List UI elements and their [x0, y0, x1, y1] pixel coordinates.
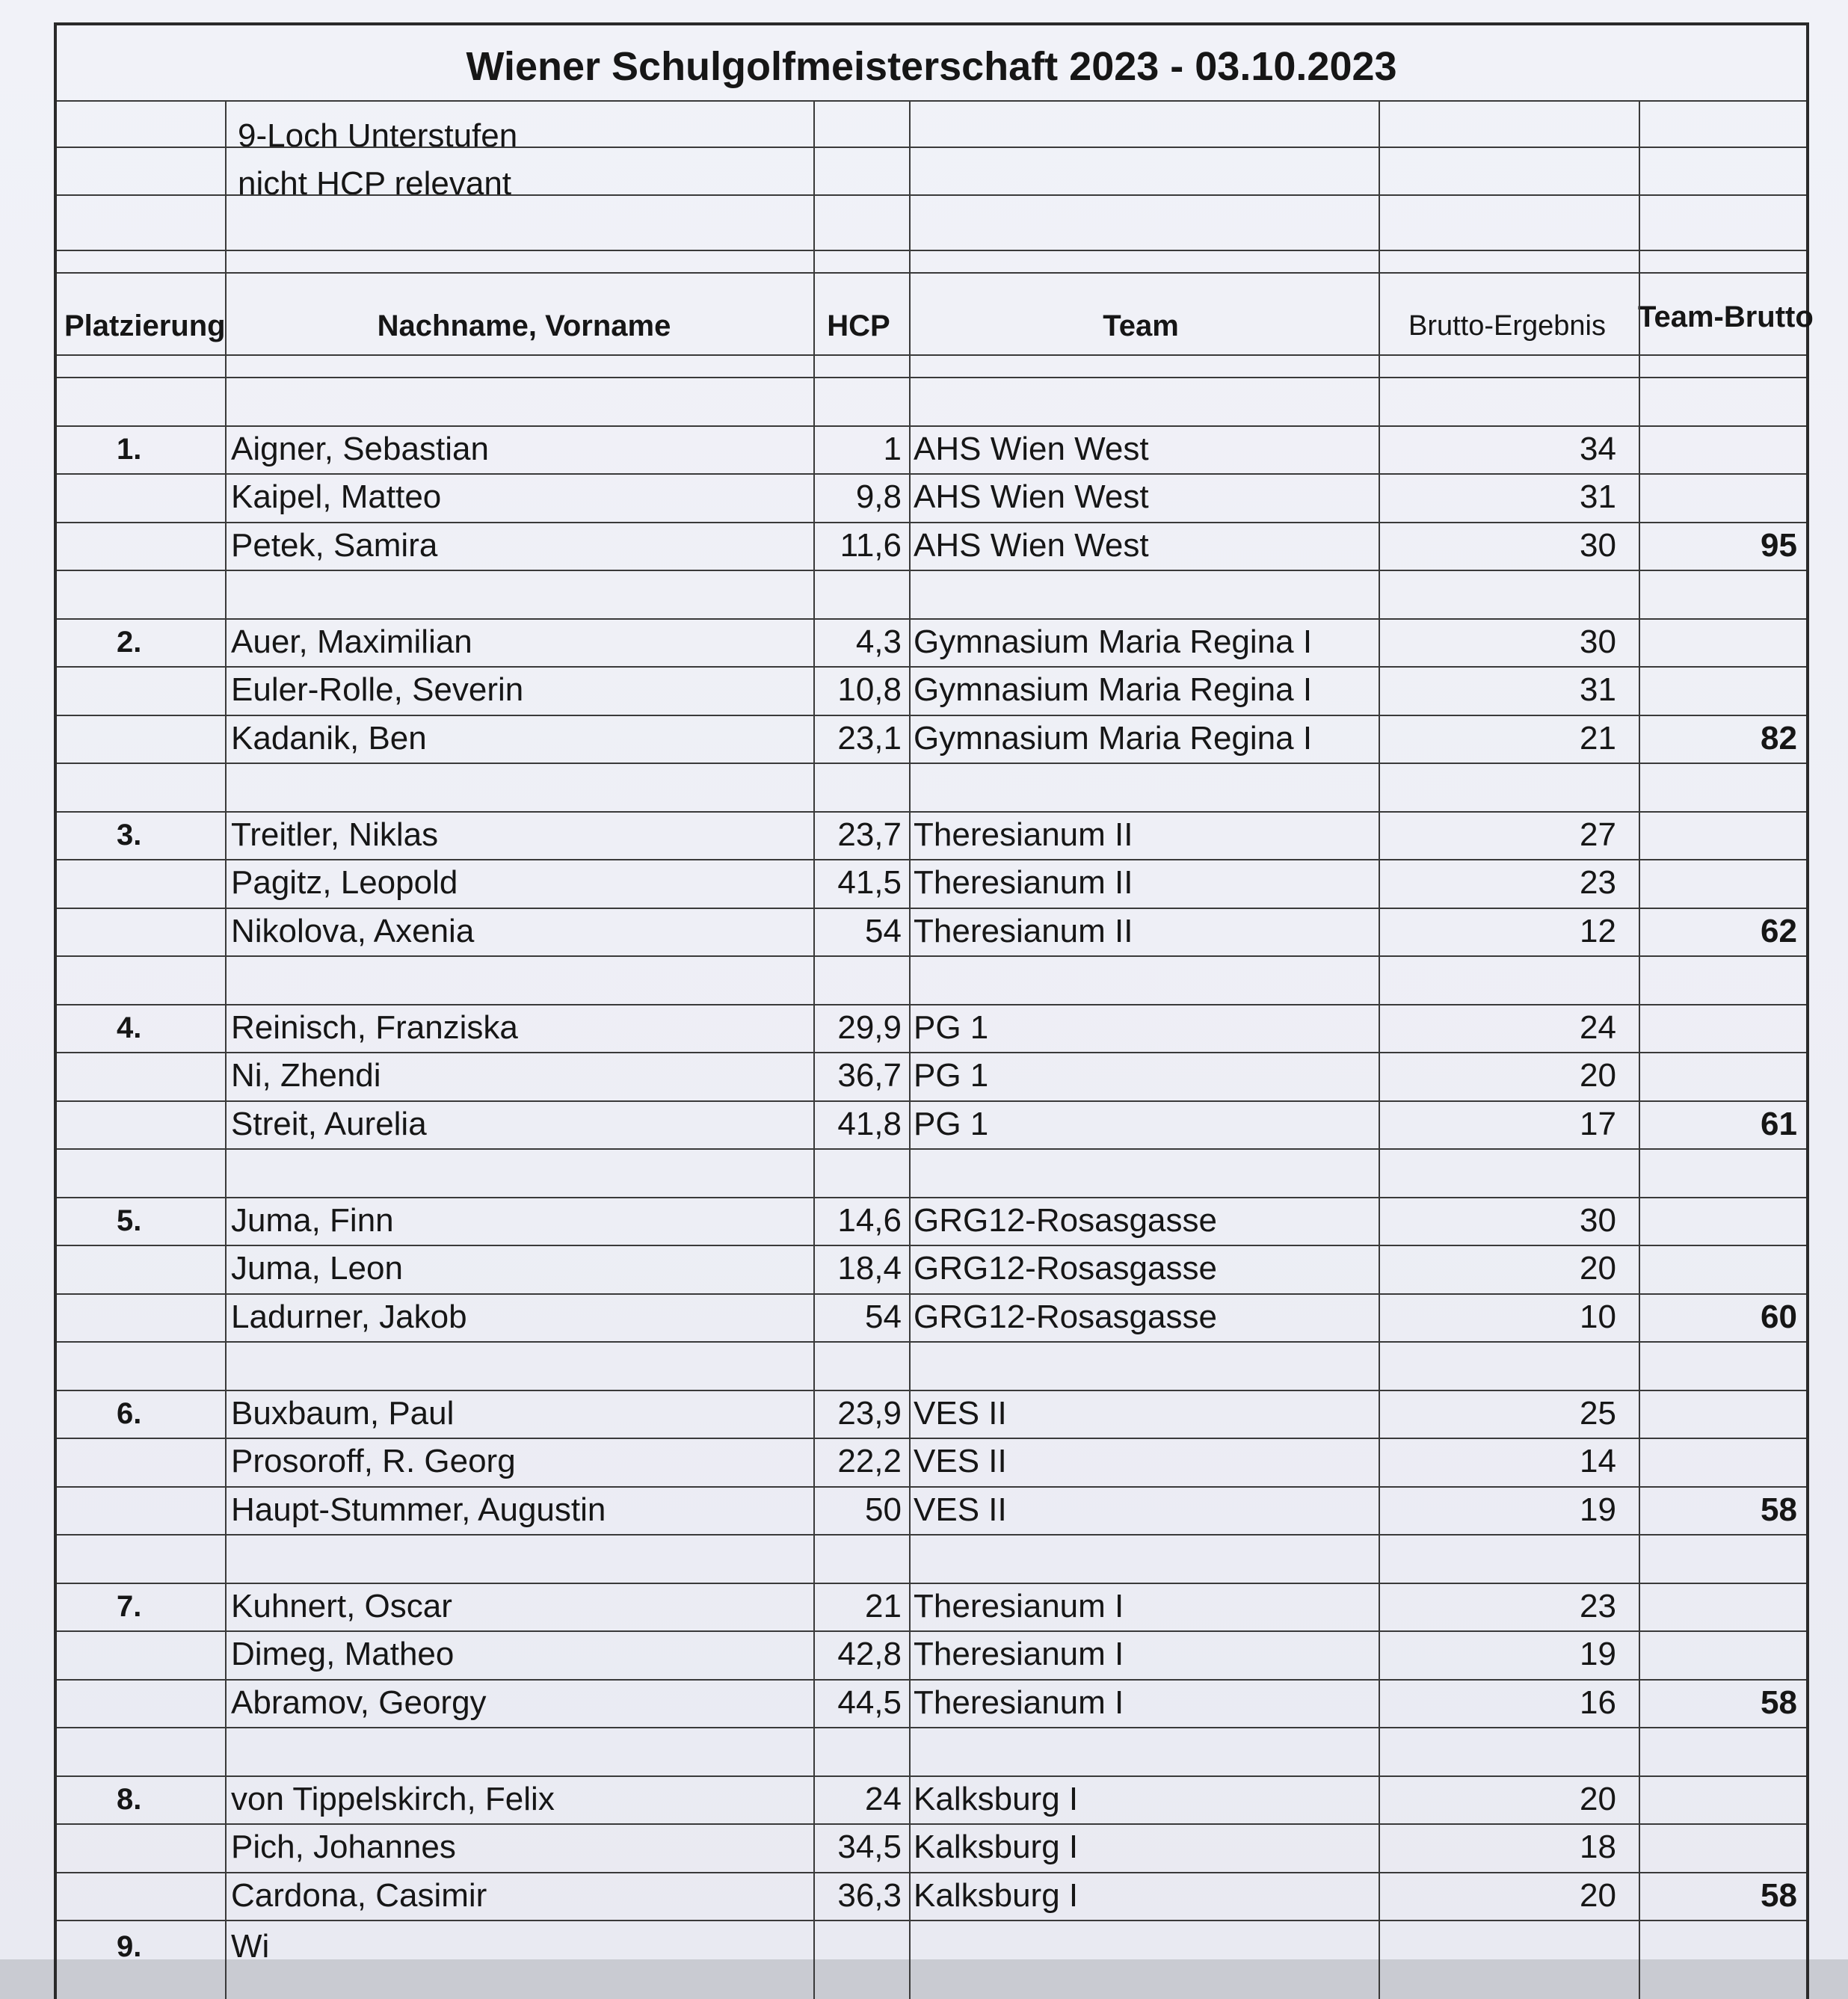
player-hcp: 18,4	[837, 1250, 902, 1287]
player-hcp: 23,7	[837, 816, 902, 853]
place-number: 1.	[117, 432, 142, 466]
player-team: VES II	[914, 1443, 1007, 1479]
subtitle-line-1: 9-Loch Unterstufen	[238, 117, 518, 154]
player-hcp: 1	[883, 430, 902, 467]
player-hcp: 41,8	[837, 1105, 902, 1142]
player-name: Juma, Leon	[231, 1250, 403, 1287]
document-title: Wiener Schulgolfmeisterschaft 2023 - 03.10.2023	[466, 44, 1397, 89]
team-gross-total: 95	[1761, 526, 1797, 564]
grid-line	[57, 194, 1806, 196]
player-hcp: 10,8	[837, 671, 902, 708]
grid-line	[57, 354, 1806, 356]
grid-line	[57, 1438, 1806, 1439]
header-team-gross: Team-Brutto	[1638, 301, 1814, 333]
player-name: Nikolova, Axenia	[231, 912, 475, 949]
player-name: Cardona, Casimir	[231, 1876, 487, 1914]
player-team: GRG12-Rosasgasse	[914, 1250, 1217, 1287]
player-hcp: 44,5	[837, 1684, 902, 1721]
player-hcp: 4,3	[855, 623, 902, 660]
player-gross: 14	[1580, 1443, 1616, 1479]
grid-line	[57, 763, 1806, 764]
player-gross: 20	[1580, 1057, 1616, 1094]
place-number: 4.	[117, 1011, 142, 1044]
grid-line	[1639, 100, 1640, 1999]
player-team: Gymnasium Maria Regina I	[914, 671, 1313, 708]
player-name: Juma, Finn	[231, 1201, 394, 1239]
player-gross: 12	[1580, 912, 1616, 949]
grid-line	[57, 811, 1806, 813]
player-hcp: 23,9	[837, 1394, 902, 1432]
player-name: Dimeg, Matheo	[231, 1636, 455, 1672]
player-hcp: 11,6	[840, 526, 902, 564]
grid-line	[57, 1293, 1806, 1295]
player-team: VES II	[914, 1491, 1007, 1528]
grid-line	[57, 1052, 1806, 1053]
place-number: 7.	[117, 1589, 142, 1623]
grid-line	[57, 1245, 1806, 1246]
place-number: 2.	[117, 625, 142, 659]
player-hcp: 42,8	[837, 1636, 902, 1672]
grid-line	[57, 955, 1806, 957]
grid-line	[57, 859, 1806, 860]
grid-line	[57, 250, 1806, 251]
player-gross: 30	[1580, 623, 1616, 660]
player-name: Auer, Maximilian	[231, 623, 472, 660]
place-number: 9.	[117, 1930, 142, 1963]
player-name: Kuhnert, Oscar	[231, 1587, 452, 1624]
player-gross: 20	[1580, 1780, 1616, 1817]
team-gross-total: 82	[1761, 719, 1797, 757]
results-table	[54, 22, 1814, 1999]
player-name: Abramov, Georgy	[231, 1684, 487, 1721]
header-name: Nachname, Vorname	[377, 309, 671, 342]
player-team: Theresianum II	[914, 864, 1133, 901]
player-gross: 31	[1580, 671, 1616, 708]
team-gross-total: 60	[1761, 1298, 1797, 1335]
player-gross: 34	[1580, 430, 1616, 467]
team-gross-total: 61	[1761, 1105, 1797, 1142]
player-gross: 23	[1580, 864, 1616, 901]
player-team: Theresianum II	[914, 912, 1133, 949]
player-team: Kalksburg I	[914, 1780, 1079, 1817]
player-name: Ni, Zhendi	[231, 1057, 381, 1094]
player-name: Buxbaum, Paul	[231, 1394, 455, 1432]
player-hcp: 21	[865, 1587, 902, 1624]
header-hcp: HCP	[827, 309, 890, 342]
grid-line	[57, 1004, 1806, 1005]
place-number: 8.	[117, 1782, 142, 1816]
player-gross: 30	[1580, 1201, 1616, 1239]
player-gross: 16	[1580, 1684, 1616, 1721]
player-team: Theresianum I	[914, 1636, 1124, 1672]
player-gross: 19	[1580, 1491, 1616, 1528]
grid-line	[57, 908, 1806, 909]
player-hcp: 54	[865, 912, 902, 949]
grid-line	[57, 570, 1806, 571]
player-gross: 23	[1580, 1587, 1616, 1624]
player-name: Reinisch, Franziska	[231, 1008, 518, 1046]
subtitle-line-2: nicht HCP relevant	[238, 165, 512, 202]
player-name: Aigner, Sebastian	[231, 430, 489, 467]
player-gross: 30	[1580, 526, 1616, 564]
grid-line	[57, 1679, 1806, 1681]
player-team: PG 1	[914, 1008, 989, 1046]
grid-line	[57, 1534, 1806, 1536]
player-gross: 10	[1580, 1298, 1616, 1335]
player-hcp: 50	[865, 1491, 902, 1528]
player-name: Haupt-Stummer, Augustin	[231, 1491, 606, 1528]
team-gross-total: 62	[1761, 912, 1797, 949]
grid-line	[909, 100, 911, 1999]
player-team: Gymnasium Maria Regina I	[914, 623, 1313, 660]
player-hcp: 36,7	[837, 1057, 902, 1094]
grid-line	[57, 1100, 1806, 1102]
player-gross: 24	[1580, 1008, 1616, 1046]
place-number: 6.	[117, 1396, 142, 1430]
player-name: Petek, Samira	[231, 526, 438, 564]
grid-line	[57, 522, 1806, 523]
player-team: AHS Wien West	[914, 478, 1149, 515]
grid-line	[57, 377, 1806, 378]
player-name: Wi	[231, 1928, 270, 1965]
player-name: Pagitz, Leopold	[231, 864, 458, 901]
player-name: Streit, Aurelia	[231, 1105, 427, 1142]
player-gross: 21	[1580, 719, 1616, 757]
player-team: VES II	[914, 1394, 1007, 1432]
player-team: Theresianum II	[914, 816, 1133, 853]
player-gross: 27	[1580, 816, 1616, 853]
player-hcp: 23,1	[837, 719, 902, 757]
player-hcp: 34,5	[837, 1829, 902, 1865]
player-team: GRG12-Rosasgasse	[914, 1298, 1217, 1335]
player-name: Ladurner, Jakob	[231, 1298, 467, 1335]
player-name: Pich, Johannes	[231, 1829, 456, 1865]
player-gross: 25	[1580, 1394, 1616, 1432]
player-team: Theresianum I	[914, 1587, 1124, 1624]
player-hcp: 41,5	[837, 864, 902, 901]
header-gross: Brutto-Ergebnis	[1408, 310, 1606, 342]
grid-line	[225, 100, 227, 1999]
grid-line	[57, 1823, 1806, 1825]
player-name: Prosoroff, R. Georg	[231, 1443, 516, 1479]
grid-line	[57, 1197, 1806, 1198]
player-hcp: 54	[865, 1298, 902, 1335]
grid-line	[57, 1583, 1806, 1584]
place-number: 5.	[117, 1204, 142, 1237]
player-name: Kadanik, Ben	[231, 719, 427, 757]
player-gross: 19	[1580, 1636, 1616, 1672]
player-team: Theresianum I	[914, 1684, 1124, 1721]
player-hcp: 22,2	[837, 1443, 902, 1479]
grid-line	[57, 1148, 1806, 1150]
player-team: Kalksburg I	[914, 1876, 1079, 1914]
team-gross-total: 58	[1761, 1491, 1797, 1528]
player-team: Gymnasium Maria Regina I	[914, 719, 1313, 757]
player-name: Kaipel, Matteo	[231, 478, 442, 515]
grid-line	[57, 618, 1806, 620]
grid-line	[57, 1390, 1806, 1391]
player-name: Treitler, Niklas	[231, 816, 439, 853]
grid-line	[57, 1872, 1806, 1873]
grid-line	[57, 147, 1806, 148]
team-gross-total: 58	[1761, 1684, 1797, 1721]
player-hcp: 29,9	[837, 1008, 902, 1046]
player-gross: 31	[1580, 478, 1616, 515]
grid-line	[57, 666, 1806, 668]
grid-line	[57, 1727, 1806, 1728]
grid-line	[57, 425, 1806, 427]
player-gross: 18	[1580, 1829, 1616, 1865]
player-gross: 17	[1580, 1105, 1616, 1142]
player-name: von Tippelskirch, Felix	[231, 1780, 555, 1817]
team-gross-total: 58	[1761, 1876, 1797, 1914]
player-name: Euler-Rolle, Severin	[231, 671, 524, 708]
player-team: AHS Wien West	[914, 430, 1149, 467]
player-team: AHS Wien West	[914, 526, 1149, 564]
player-hcp: 24	[865, 1780, 902, 1817]
grid-line	[57, 715, 1806, 716]
grid-line	[813, 100, 815, 1999]
player-hcp: 9,8	[855, 478, 902, 515]
grid-line	[57, 1920, 1806, 1921]
grid-line	[57, 100, 1806, 102]
place-number: 3.	[117, 818, 142, 851]
grid-line	[57, 272, 1806, 274]
grid-line	[57, 1486, 1806, 1488]
grid-line	[1379, 100, 1380, 1999]
player-team: PG 1	[914, 1057, 989, 1094]
player-team: PG 1	[914, 1105, 989, 1142]
player-team: GRG12-Rosasgasse	[914, 1201, 1217, 1239]
grid-line	[57, 473, 1806, 475]
grid-line	[57, 1630, 1806, 1632]
player-team: Kalksburg I	[914, 1829, 1079, 1865]
player-hcp: 14,6	[837, 1201, 902, 1239]
player-gross: 20	[1580, 1250, 1616, 1287]
header-team: Team	[1103, 309, 1179, 342]
player-gross: 20	[1580, 1876, 1616, 1914]
player-hcp: 36,3	[837, 1876, 902, 1914]
header-place: Platzierung	[64, 309, 226, 342]
grid-line	[57, 1341, 1806, 1343]
grid-line	[57, 1775, 1806, 1777]
